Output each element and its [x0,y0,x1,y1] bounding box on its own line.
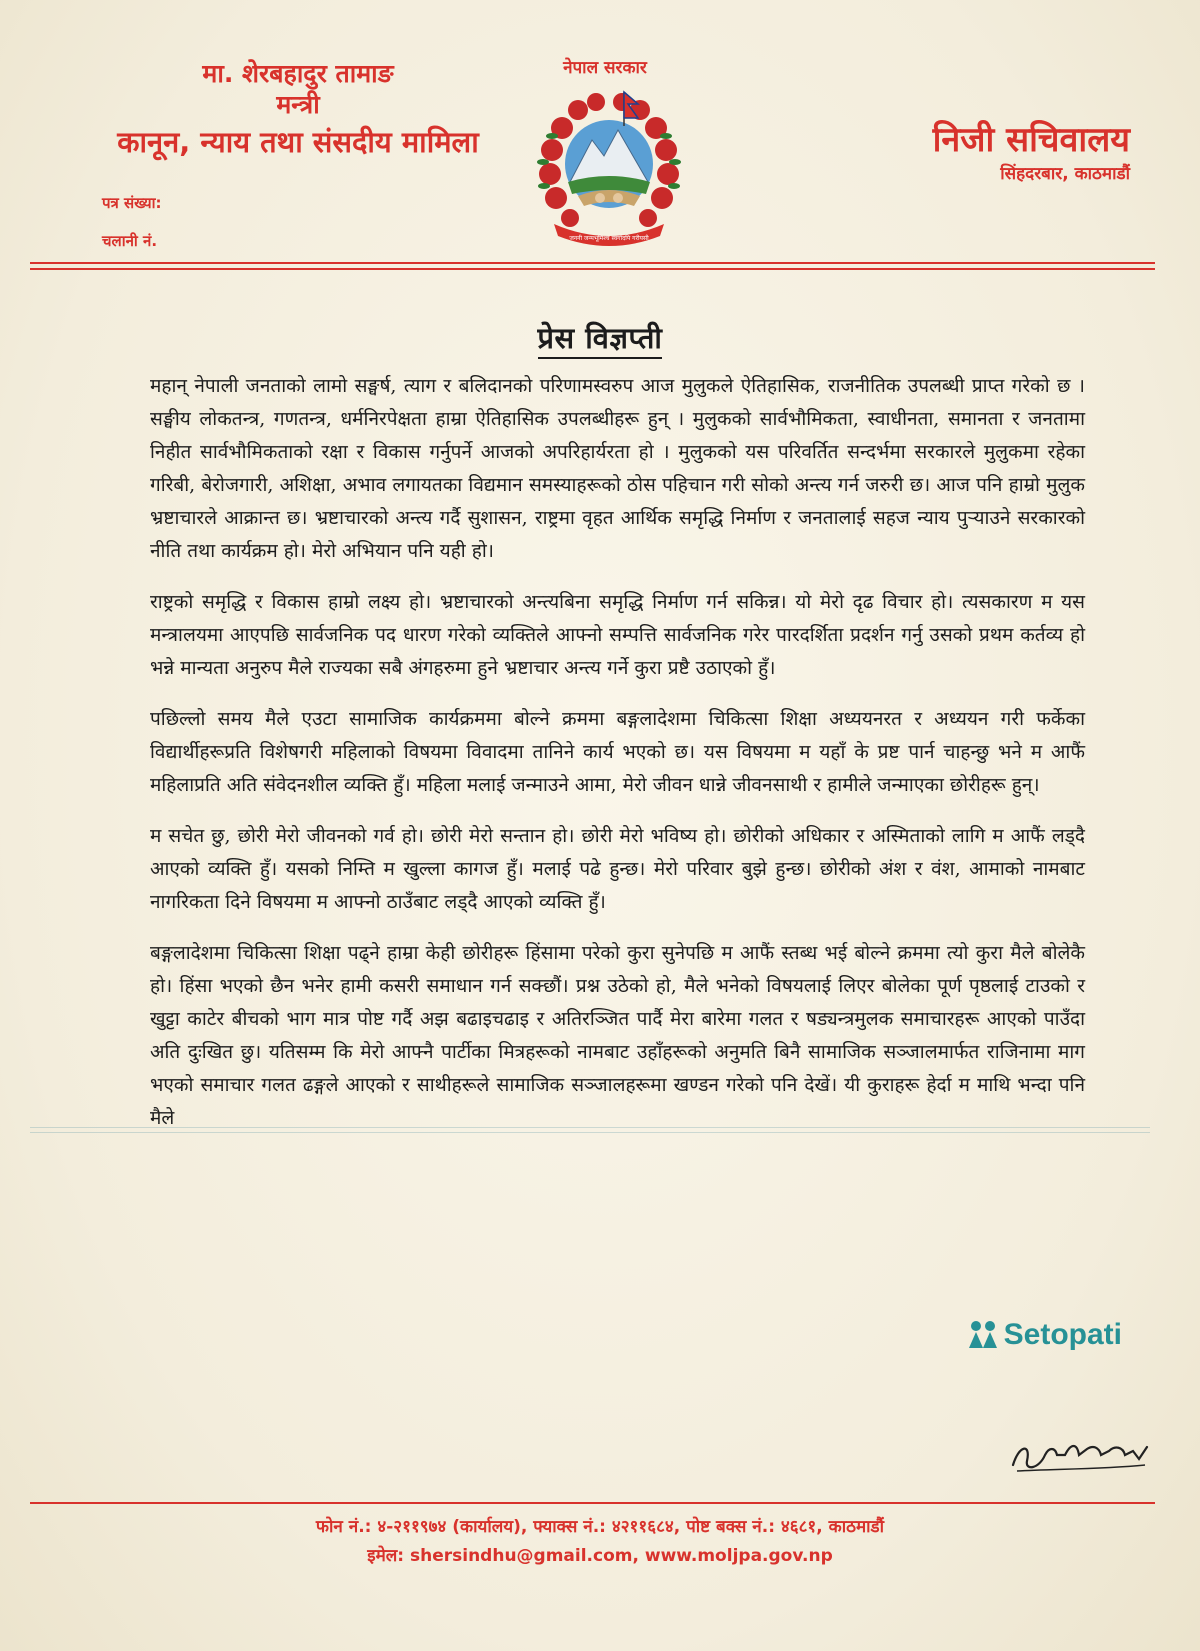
paper-texture-band [30,1123,1150,1137]
watermark-text: Setopati [1003,1318,1122,1351]
office-address: सिंहदरबार, काठमाडौं [1000,164,1130,184]
nepal-emblem-icon [534,78,684,250]
document-body [150,370,1085,1153]
body-paragraph: बङ्गलादेशमा चिकित्सा शिक्षा पढ्ने हाम्रा केही छोरीहरू हिंसामा परेको कुरा सुनेपछि म आफैं स्तब्ध भई बोल्ने क्रममा त्यो कुरा मैले बोलेकै हो। हिंसा भएको छैन भनेर हामी कसरी समाधान गर्न सक्छौं। प्रश्न उठेको हो, मैले भनेको विषयलाई लिएर बोलेका पूर्ण पृष्ठलाई टाउको र खुट्टा काटेर बीचको भाग मात्र पोष्ट गर्दै अझ बढाइचढाइ र अतिरञ्जित पार्दै मेरा बारेमा गलत र षड्यन्त्रमुलक समाचारहरू आएको पाउँदा अति दुःखित छु। यतिसम्म कि मेरो आफ्नै पार्टीका मित्रहरूको नामबाट उहाँहरूको अनुमति बिनै सामाजिक सञ्जालमार्फत राजिनामा माग भएको समाचार गलत ढङ्गले आएको र साथीहरूले सामाजिक सञ्जालहरूमा खण्डन गरेको पनि देखें। यी कुराहरू हेर्दा म माथि भन्दा पनि मैले [150,942,1085,1129]
minister-name: मा. शेरबहादुर तामाङ [202,59,394,88]
letterhead-right [840,118,1130,186]
government-label: नेपाल सरकार [563,58,647,78]
footer-contact: फोन नं.: ४-२११९७४ (कार्यालय), फ्याक्स नं.: ४२११६८४, पोष्ट बक्स नं.: ४६८१, काठमाडौं [315,1517,885,1537]
dispatch-no-label: चलानी नं. [102,232,158,250]
body-paragraph: पछिल्लो समय मैले एउटा सामाजिक कार्यक्रममा बोल्ने क्रममा बङ्गलादेशमा चिकित्सा शिक्षा अध्ययनरत र अध्ययन गरी फर्केका विद्यार्थीहरूप्रति विशेषगरी महिलाको विषयमा विवादमा तानिने कार्य भएको छ। यस विषयमा म यहाँ के प्रष्ट पार्न चाहन्छु भने म आफैं महिलाप्रति अति संवेदनशील व्यक्ति हुँ। महिला मलाई जन्माउने आमा, मेरो जीवन धान्ने जीवनसाथी र हामीले जन्माएका छोरीहरू हुन्। [150,708,1085,796]
footer-rule [30,1502,1155,1504]
header-rule-bottom [30,268,1155,270]
minister-title: मन्त्री [276,90,320,119]
body-paragraph: राष्ट्रको समृद्धि र विकास हाम्रो लक्ष्य हो। भ्रष्टाचारको अन्त्यबिना समृद्धि निर्माण गर्न सकिन्न। यो मेरो दृढ विचार हो। त्यसकारण म यस मन्त्रालयमा आएपछि सार्वजनिक पद धारण गरेको व्यक्तिले आफ्नो सम्पत्ति सार्वजनिक गरेर पारदर्शिता प्रदर्शन गर्नु उसको प्रथम कर्तव्य हो भन्ने मान्यता अनुरुप मैले राज्यका सबै अंगहरुमा हुने भ्रष्टाचार अन्त्य गर्ने कुरा प्रष्टै उठाएको हुँ। [150,591,1085,679]
body-paragraph: महान् नेपाली जनताको लामो सङ्घर्ष, त्याग र बलिदानको परिणामस्वरुप आज मुलुकले ऐतिहासिक, राजनीतिक उपलब्धी प्राप्त गरेको छ । सङ्घीय लोकतन्त्र, गणतन्त्र, धर्मनिरपेक्षता हाम्रा ऐतिहासिक उपलब्धीहरू हुन् । मुलुकको सार्वभौमिकता, स्वाधीनता, समानता र जनतामा निहीत सार्वभौमिकताको रक्षा र विकास गर्नुपर्ने आजको अपरिहार्यरता हो । मुलुकको यस परिवर्तित सन्दर्भमा सरकारले मुलुकमा रहेका गरिबी, बेरोजगारी, अशिक्षा, अभाव लगायतका विद्यमान समस्याहरूको ठोस पहिचान गरी सोको अन्त्य गर्न जरुरी छ। आज पनि हाम्रो मुलुक भ्रष्टाचारले आक्रान्त छ। भ्रष्टाचारको अन्त्य गर्दै सुशासन, राष्ट्रमा वृहत आर्थिक समृद्धि निर्माण र जनतालाई सहज न्याय पुऱ्याउने सरकारको नीति तथा कार्यक्रम हो। मेरो अभियान पनि यही हो। [150,375,1085,562]
header-rule-top [30,262,1155,264]
office-name: निजी सचिवालय [932,120,1130,160]
reference-fields [102,184,162,260]
body-paragraph: म सचेत छु, छोरी मेरो जीवनको गर्व हो। छोरी मेरो सन्तान हो। छोरी मेरो भविष्य हो। छोरीको अधिकार र अस्मिताको लागि म आफैं लड्दै आएको व्यक्ति हुँ। यसको निम्ति म खुल्ला कागज हुँ। मलाई पढे हुन्छ। मेरो परिवार बुझे हुन्छ। छोरीको अंश र वंश, आमाको नामबाट नागरिकता दिने विषयमा म आफ्नो ठाउँबाट लड्दै आएको व्यक्ति हुँ। [150,825,1085,913]
document-title-text: प्रेस विज्ञप्ती [538,321,663,359]
footer-email: इमेल: shersindhu@gmail.com, www.moljpa.gov.np [367,1546,833,1566]
ministry-name: कानून, न्याय तथा संसदीय मामिला [117,125,479,159]
document-title [0,318,1200,357]
signature-image [1005,1425,1155,1485]
letter-no-label: पत्र संख्या: [102,194,162,212]
emblem-motto: जननी जन्मभूमिश्च स्वर्गादपि गरीयसी [569,235,649,242]
letterhead-left [88,58,508,162]
footer [0,1512,1200,1570]
people-icon [966,1318,1000,1352]
setopati-watermark [966,1318,1122,1352]
